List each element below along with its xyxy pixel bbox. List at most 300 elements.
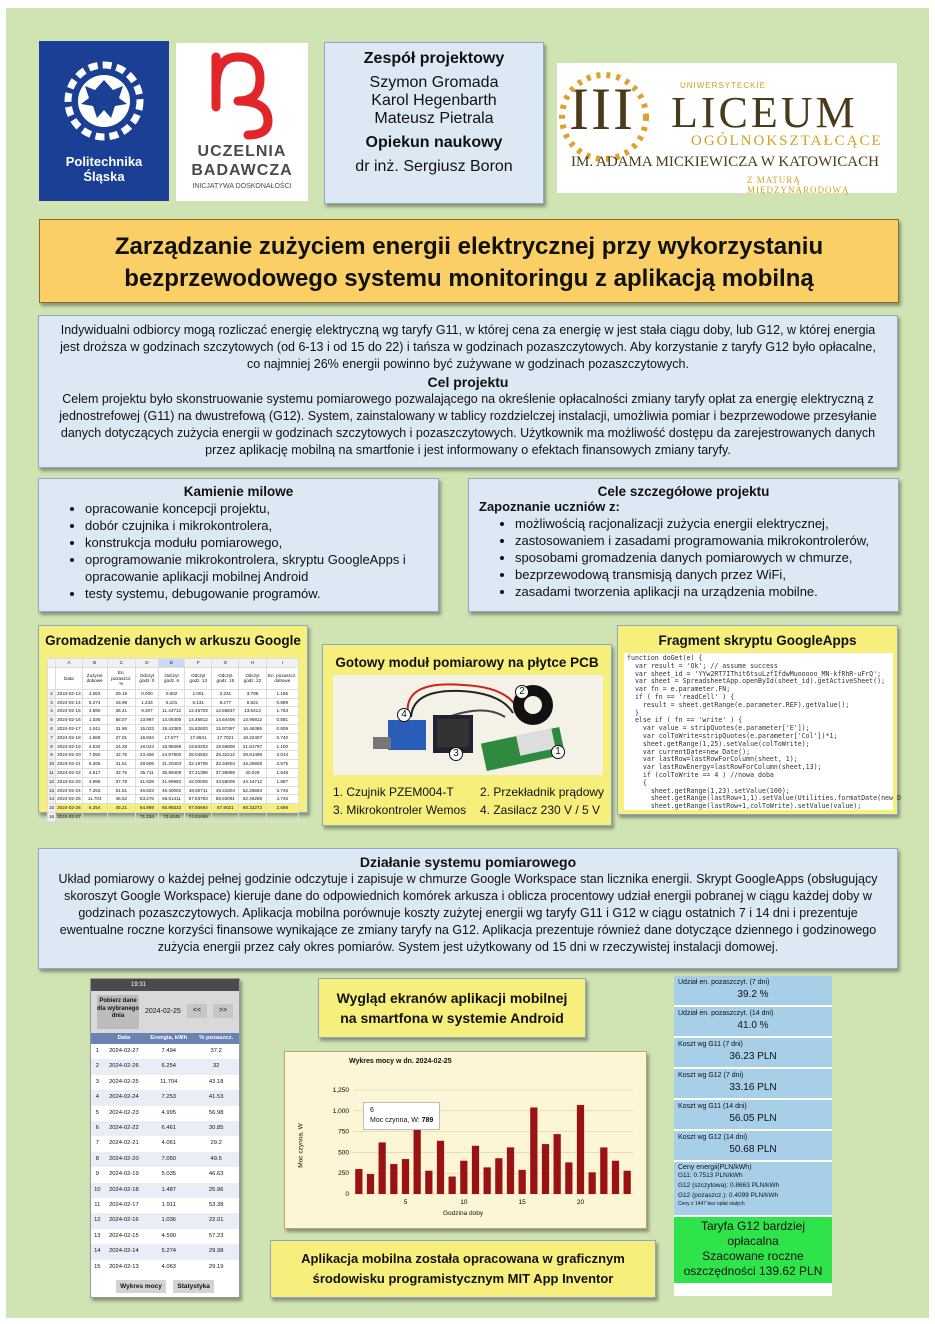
sheet-row <box>48 707 299 716</box>
phone-table-row <box>91 1136 239 1151</box>
power-chart-box <box>284 1051 647 1229</box>
sheet-cell: 14.46812 <box>185 716 212 725</box>
status-time: 19:31 <box>131 982 147 988</box>
polsl-name-1: Politechnika <box>65 154 143 169</box>
fetch-day-button[interactable]: Pobierz dane dla wybranego dnia <box>97 995 139 1029</box>
sheet-cell: 5 <box>48 716 56 725</box>
sheet-cell: 36.41 <box>107 707 135 716</box>
sheet-cell: 1.887 <box>266 777 298 786</box>
sheet-cell: 17.077 <box>158 733 184 742</box>
sheet-cell: 31.20403 <box>158 760 184 769</box>
chart-title: Wykres mocy w dn. 2024-02-25 <box>349 1058 452 1065</box>
sheet-cell: 1.568 <box>82 733 107 742</box>
chart-bar[interactable] <box>519 1170 526 1194</box>
supervisor-title: Opiekun naukowy <box>365 134 503 151</box>
phone-table-cell: 1.911 <box>161 1202 176 1209</box>
sheet-cell: 2024-02-25 <box>56 795 83 804</box>
phone-table-row <box>91 1229 239 1244</box>
sheet-cell: 19.84203 <box>185 742 212 751</box>
phone-table-row <box>91 1075 239 1090</box>
phone-table-cell: 6 <box>95 1125 99 1132</box>
sheet-cell <box>266 812 298 821</box>
phone-table-cell: 37.2 <box>210 1048 222 1054</box>
sheet-cell: 0.609 <box>266 724 298 733</box>
pcb-callout: 2 <box>515 685 529 699</box>
phone-table-cell: 2024-02-26 <box>109 1063 139 1070</box>
phone-table-row <box>91 1152 239 1167</box>
stat-block <box>674 1007 832 1036</box>
sheet-cell: 2.231 <box>212 689 239 698</box>
phone-table <box>91 1033 239 1275</box>
ub-line3: INICJATYWA DOSKONAŁOŚCI <box>192 183 292 190</box>
phone-table-cell: 2024-02-20 <box>109 1155 139 1162</box>
sheet-cell: 1.433 <box>135 698 158 707</box>
polsl-logo <box>39 41 169 201</box>
phone-table-row <box>91 1260 239 1275</box>
sheet-cell: 27.01 <box>107 733 135 742</box>
milestone-item: • dobór czujnika i mikrokontrolera, <box>85 517 438 534</box>
chart-bar[interactable] <box>565 1162 572 1194</box>
chart-tooltip <box>363 1102 440 1130</box>
milestones-box <box>38 478 439 612</box>
phone-table-cell: 41.53 <box>208 1094 224 1101</box>
phone-table-row <box>91 1198 239 1213</box>
code-line: var colToWrite=stripQuotes(e.parameter['Col'])*1; <box>627 731 838 740</box>
stats-list <box>674 976 832 1160</box>
chart-bar[interactable] <box>554 1134 561 1194</box>
goal-item: • zastosowaniem i zasadami programowania mikrokontrolerów, <box>515 532 898 549</box>
chart-bar[interactable] <box>460 1161 467 1194</box>
sheet-row <box>48 698 299 707</box>
sheet-cell: 2024-02-17 <box>56 724 83 733</box>
code-line: var fn = e.parameter.FN; <box>627 685 731 694</box>
selected-date[interactable]: 2024-02-25 <box>145 1008 181 1015</box>
phone-table-row <box>91 1183 239 1198</box>
phone-table-cell: 7.253 <box>161 1094 177 1101</box>
phone-table-cell: 49.5 <box>210 1155 222 1162</box>
sheet-row <box>48 733 299 742</box>
phone-table-cell: 1.036 <box>161 1217 177 1224</box>
sheet-cell: 46.40002 <box>158 786 184 795</box>
phone-table-cell: 2024-02-22 <box>109 1125 139 1132</box>
sheet-cell: 6.254 <box>82 804 107 813</box>
sheet-cell: 0.581 <box>266 716 298 725</box>
sheet-cell: 15.42383 <box>158 724 184 733</box>
goals-title: Cele szczegółowe projektu <box>597 484 770 499</box>
chart-bar[interactable] <box>589 1172 596 1194</box>
sheet-col-letter: D <box>135 659 158 668</box>
sheet-col-letter: F <box>185 659 212 668</box>
code-line: function doGet(e) { <box>627 654 703 662</box>
chart-bar[interactable] <box>437 1141 444 1194</box>
code-line: var currentDate=new Date(); <box>627 747 751 756</box>
lo-ogolno: OGÓLNOKSZTAŁCĄCE <box>691 133 883 149</box>
sheet-cell: 57.53783 <box>185 795 212 804</box>
power-chart <box>285 1052 646 1228</box>
sheet-cell: 9.821 <box>239 698 266 707</box>
phone-table-cell: 29.19 <box>208 1263 224 1270</box>
sheet-col-letter: I <box>266 659 298 668</box>
sheet-cell: 46.823 <box>135 786 158 795</box>
sheet-cell: 4.590 <box>82 707 107 716</box>
chart-bar[interactable] <box>530 1107 537 1194</box>
result-line-2: opłacalna <box>727 1234 779 1248</box>
phone-table-cell: 2024-02-24 <box>109 1094 139 1101</box>
sheet-cell: 58.83091 <box>212 795 239 804</box>
sheet-cell: 13 <box>48 786 56 795</box>
milestone-item: • testy systemu, debugowanie programów. <box>85 585 438 602</box>
stat-value: 50.68 PLN <box>729 1144 777 1155</box>
phone-table-cell: 22.01 <box>208 1217 224 1224</box>
sheet-header-cell: En. pozaszcz. % <box>107 667 135 689</box>
pcb-callout: 3 <box>449 747 463 761</box>
goal-item: • bezprzewodową transmisją danych przez WiFi, <box>515 566 898 583</box>
sheet-cell: 2024-02-22 <box>56 768 83 777</box>
sheet-cell: 48.60711 <box>185 786 212 795</box>
sheet-cell: 37.78 <box>107 777 135 786</box>
sheet-cell: 37.36999 <box>212 768 239 777</box>
phone-table-cell: 15 <box>94 1263 101 1270</box>
code-line: var result = 'Ok'; // assume success <box>627 661 778 670</box>
chart-bar[interactable] <box>390 1164 397 1194</box>
sheet-cell: 32.34604 <box>212 760 239 769</box>
sheet-cell: 35.98408 <box>158 768 184 777</box>
sheet-cell: 8 <box>48 742 56 751</box>
result-panel <box>674 1217 832 1283</box>
sheet-cell: 16.46386 <box>239 724 266 733</box>
stat-value: 33.16 PLN <box>729 1082 777 1093</box>
phone-table-cell: 14 <box>94 1248 101 1255</box>
intro-box <box>38 315 898 468</box>
code-line: var lastRow=lastRowForColumn(sheet, 1); <box>627 755 798 764</box>
phone-table-cell: 10 <box>94 1186 101 1193</box>
sheet-col-letter: B <box>82 659 107 668</box>
chart-bar[interactable] <box>577 1105 584 1194</box>
sheet-cell: 14.06406 <box>158 716 184 725</box>
sheet-cell: 18.98398 <box>158 742 184 751</box>
sheet-cell: 49.31604 <box>212 786 239 795</box>
phone-table-cell: 2024-02-25 <box>109 1078 139 1085</box>
stat-block <box>674 1131 832 1160</box>
sheet-cell: 6.131 <box>185 698 212 707</box>
chart-bar[interactable] <box>472 1146 479 1194</box>
chart-bar[interactable] <box>425 1171 432 1194</box>
goal-text: Celem projektu było skonstruowanie systemu pomiarowego pozwalającego na określenie opłacalności zmiany taryfy opłat za energię elektryczną z jednostrefowej (G11) na dwustrefową (G12). System, zainstalowany w tablicy rozdzielczej instalacji, umożliwia pomiar i bezprzewodowe przesyłanie danych dotyczących zużycia energii w godzinach szczytowych i pozaszczytowych. Użytkownik ma możliwość dostępu da zarejestrowanych danych przez aplikację mobilną na smartfonie i jest informowany o efektach finansowych zmiany taryfy. <box>59 392 877 457</box>
pcb-callout: 4 <box>397 708 411 722</box>
phone-table-cell: 2024-02-21 <box>109 1140 139 1147</box>
sheet-cell: 6 <box>48 724 56 733</box>
code-line: sheet.getRange(1,23).setValue(100); <box>627 786 790 795</box>
code-line: var sheet = SpreadsheetApp.openById(sheet_id).getActiveSheet(); <box>627 677 886 686</box>
chart-bar[interactable] <box>600 1147 607 1194</box>
chart-bar[interactable] <box>624 1171 631 1194</box>
sheet-cell: 42.00005 <box>185 777 212 786</box>
sheet-cell: 1.911 <box>82 724 107 733</box>
phone-table-cell: 11.704 <box>160 1078 178 1085</box>
sheet-cell: 18.32407 <box>239 733 266 742</box>
sheet-table <box>47 658 299 822</box>
sheet-cell: 2024-02-21 <box>56 760 83 769</box>
code-line: sheet.getRange(lastRow+1,1).setValue(Utilities.formatDate(new D <box>627 794 901 803</box>
phone-table-cell: 2024-02-15 <box>109 1232 139 1239</box>
sheet-cell: 2024-02-15 <box>56 707 83 716</box>
sheet-row <box>48 795 299 804</box>
chart-bar[interactable] <box>449 1177 456 1194</box>
chart-bar[interactable] <box>612 1161 619 1194</box>
sheet-cell: 9 <box>48 751 56 760</box>
code-line: { <box>627 778 647 787</box>
chart-bar[interactable] <box>355 1169 362 1194</box>
sheet-col-letter: E <box>158 659 184 668</box>
sheet-cell: 28.04602 <box>185 751 212 760</box>
script-box <box>617 625 901 815</box>
sheet-cell: 73.4245 <box>158 812 184 821</box>
sheet-cell: 62.46289 <box>239 795 266 804</box>
phone-table-cell: 46.63 <box>208 1171 224 1178</box>
sheet-cell: 12 <box>48 777 56 786</box>
sheet-cell: 65.99332 <box>158 804 184 813</box>
phone-table-cell: 57.23 <box>208 1232 224 1239</box>
phone-table-cell: 25.96 <box>208 1186 224 1193</box>
chart-bar[interactable] <box>507 1147 514 1194</box>
phone-table-cell: 7 <box>95 1140 99 1147</box>
sheet-cell: 45.21 <box>107 804 135 813</box>
price-g12-offpeak: G12 (pozaszcz.): 0.4099 PLN/kWh <box>678 1192 779 1199</box>
sheet-cell: 11 <box>48 768 56 777</box>
sheet-header-cell: Odczyt godz. 6 <box>158 667 184 689</box>
goal-item: • zasadami tworzenia aplikacji na urządzenia mobilne. <box>515 583 898 600</box>
stat-block <box>674 1069 832 1098</box>
phone-table-cell: 5 <box>95 1109 99 1116</box>
sheet-col-letter <box>48 659 56 668</box>
phone-screenshot <box>90 978 240 1298</box>
sheet-header-row <box>48 667 299 689</box>
app-info-line-2: środowisku programistycznym MIT App Inventor <box>312 1271 614 1286</box>
next-day-button[interactable]: >> <box>213 1004 233 1018</box>
phone-statusbar <box>91 979 239 991</box>
sheet-row <box>48 812 299 821</box>
sheet-cell: 11.704 <box>82 795 107 804</box>
code-line: else if ( fn == 'write' ) { <box>627 716 743 725</box>
stat-label: Koszt wg G11 (7 dni) <box>678 1041 743 1048</box>
stat-value: 36.23 PLN <box>729 1051 777 1062</box>
lo-univ: UNIWERSYTECKIE <box>680 81 767 90</box>
stats-button[interactable]: Statystyka <box>173 1280 214 1293</box>
phone-table-header-cell <box>91 1033 104 1044</box>
sheet-cell: 40.029 <box>239 768 266 777</box>
code-line: if ( fn == 'readCell' ) { <box>627 692 735 701</box>
sheet-header-cell: Zużycie dobowe <box>82 667 107 689</box>
pcb-box <box>322 644 612 826</box>
chart-xtick-label: 5 <box>403 1199 408 1206</box>
phone-table-header <box>91 1033 239 1044</box>
stat-label: Koszt wg G11 (14 dni) <box>678 1103 747 1110</box>
chart-xtick-label: 10 <box>460 1199 468 1206</box>
sheet-cell: 9.307 <box>135 707 158 716</box>
phone-table-row <box>91 1106 239 1121</box>
sheet-col-letter: A <box>56 659 83 668</box>
sheet-cell: 1.186 <box>266 689 298 698</box>
sheet-cell: 11.44712 <box>158 707 184 716</box>
sheet-cell: 2.001 <box>185 689 212 698</box>
sheet-cell: 16 <box>48 812 56 821</box>
lo-roman: III <box>569 76 635 142</box>
sheet-cell: 28.506 <box>135 760 158 769</box>
chart-bar[interactable] <box>484 1167 491 1194</box>
code-line: sheet.getRange(1,25).setValue(colToWrite); <box>627 739 810 748</box>
goal-title: Cel projektu <box>427 374 509 390</box>
app-screens-box <box>318 978 586 1038</box>
result-line-4: oszczędności 139.62 PLN <box>683 1264 823 1278</box>
phone-table-cell: 2024-02-14 <box>109 1248 139 1255</box>
phone-table-cell: 29.98 <box>208 1248 224 1255</box>
sheet-cell: 42.75 <box>107 751 135 760</box>
sheet-cell: 7.253 <box>82 786 107 795</box>
sheet-cell: 41.51 <box>107 760 135 769</box>
chart-bar[interactable] <box>414 1128 421 1194</box>
phone-table-cell: 53.38 <box>208 1202 224 1209</box>
phone-table-cell: 12 <box>94 1217 101 1224</box>
tooltip-row <box>370 1116 433 1126</box>
app-info-box <box>270 1240 656 1298</box>
sheet-cell: 44.44712 <box>239 777 266 786</box>
prices-panel <box>674 1162 832 1215</box>
stat-label: Udział en. pozaszczyt. (7 dni) <box>678 979 770 986</box>
sheet-cell: 13.987 <box>135 716 158 725</box>
sheet-cell: 42.76 <box>107 768 135 777</box>
phone-table-cell: 2024-02-17 <box>109 1202 139 1209</box>
sheet-cell: 5.274 <box>82 698 107 707</box>
chart-bar[interactable] <box>495 1158 502 1194</box>
polsl-emblem-icon <box>39 46 169 156</box>
sheet-cell: 3.014 <box>266 751 298 760</box>
prev-day-button[interactable]: << <box>187 1004 207 1018</box>
team-member: Mateusz Pietrala <box>374 110 494 127</box>
sheet-cell: 2024-02-16 <box>56 716 83 725</box>
lo-matura: Z MATURĄ MIĘDZYNARODOWĄ <box>747 175 850 195</box>
phone-table-cell: 13 <box>94 1232 101 1239</box>
chart-bar[interactable] <box>367 1174 374 1194</box>
tooltip-value: 789 <box>421 1117 434 1124</box>
sheet-row <box>48 768 299 777</box>
phone-table-cell: 7.050 <box>161 1155 177 1162</box>
app-screens-line-1: Wygląd ekranów aplikacji mobilnej <box>336 990 568 1006</box>
goals-list <box>469 515 898 600</box>
phone-table-row <box>91 1167 239 1182</box>
milestones-title: Kamienie milowe <box>183 484 294 499</box>
stat-label: Koszt wg G12 (7 dni) <box>678 1072 744 1079</box>
sheet-cell: 0.889 <box>266 698 298 707</box>
phone-table-row <box>91 1059 239 1074</box>
phone-table-cell: 4.995 <box>161 1109 177 1116</box>
sheet-cell: 21.81797 <box>239 742 266 751</box>
title-line-1: Zarządzanie zużyciem energii elektrycznej przy wykorzystaniu <box>114 233 824 260</box>
sheet-cell: 14 <box>48 795 56 804</box>
sheet-cell: 0.740 <box>266 733 298 742</box>
sheet-cell: 2024-02-20 <box>56 751 83 760</box>
sheet-row <box>48 716 299 725</box>
sheet-cell: 37.21398 <box>185 768 212 777</box>
chart-ytick-label: 750 <box>338 1128 349 1136</box>
chart-bar[interactable] <box>379 1142 386 1194</box>
phone-table-cell: 32 <box>212 1063 220 1070</box>
chart-bar[interactable] <box>402 1159 409 1194</box>
pcb-legend-3: 3. Mikrokontroler Wemos <box>333 803 467 817</box>
pcb-legend-4: 4. Zasilacz 230 V / 5 V <box>480 803 601 817</box>
chart-bar[interactable] <box>542 1144 549 1194</box>
supervisor-name: dr inż. Sergiusz Boron <box>355 158 513 175</box>
stat-block <box>674 1038 832 1067</box>
sheet-col-letters <box>48 659 299 668</box>
sheet-cell: 1.036 <box>82 716 107 725</box>
chart-ytick-label: 0 <box>345 1191 349 1198</box>
milestone-item: • opracowanie koncepcji projektu, <box>85 500 438 517</box>
phone-table-cell: 11 <box>94 1202 101 1209</box>
code-block <box>624 653 901 811</box>
phone-table-cell: 7.494 <box>161 1048 177 1054</box>
tooltip-x: 6 <box>370 1107 374 1114</box>
sheet-cell: 74.91469 <box>185 812 212 821</box>
sheet-cell: 19.69808 <box>212 742 239 751</box>
phone-table-row <box>91 1213 239 1228</box>
sheet-cell: 3 <box>48 698 56 707</box>
sheet-cell: 0.000 <box>135 689 158 698</box>
operation-box <box>38 848 898 969</box>
polsl-name-2: Śląska <box>83 169 125 184</box>
stat-label: Koszt wg G12 (14 dni) <box>678 1134 748 1141</box>
chart-xlabel: Godzina doby <box>443 1210 484 1217</box>
phone-table-header-cell: Energia, kWh <box>144 1033 193 1044</box>
lo-laurel-icon <box>559 67 649 167</box>
hourly-chart-button[interactable]: Wykres mocy <box>116 1280 166 1293</box>
sheet-cell: 2.698 <box>266 804 298 813</box>
sheet-cell: 3.708 <box>239 689 266 698</box>
sheet-cell: 34.25608 <box>239 760 266 769</box>
code-line: var value = stripQuotes(e.parameter['E']); <box>627 724 810 733</box>
sheet-cell: 2.575 <box>266 760 298 769</box>
sheet-cell: 67.9021 <box>212 804 239 813</box>
sheet-cell: 67.56694 <box>185 804 212 813</box>
sheet-cell <box>82 812 107 821</box>
sheet-cell: 13.6413 <box>239 707 266 716</box>
sheet-cell: 2024-02-23 <box>56 777 83 786</box>
sheet-header-cell <box>48 667 56 689</box>
goal-item: • możliwością racjonalizacji zużycia energii elektrycznej, <box>515 515 898 532</box>
stat-value: 39.2 % <box>737 989 769 1000</box>
sheet-cell: 4.517 <box>82 768 107 777</box>
sheet-cell: 56.07 <box>107 716 135 725</box>
phone-table-cell: 5.274 <box>161 1248 177 1255</box>
sheet-cell: 28.32212 <box>212 751 239 760</box>
stat-value: 56.05 PLN <box>729 1113 777 1124</box>
operation-text: Układ pomiarowy o każdej pełnej godzinie odczytuje i zapisuje w chmurze Google Workspace stan licznika energii. Skrypt GoogleApps (obsługujący skoroszyt Google Workspace) kieruje dane do odpowiednich komórek arkusza i oblicza procentowy udział energii pobranej w ciągu każdej doby w godzinach pozaszczytowych. Aplikacja mobilna porównuje koszty zużytej energii wg taryfy G11 i G12 w ciągu ostatnich 7 i 14 dni i prezentuje ewentualne roczne korzyści finansowe wynikające ze zmiany taryfy na G12. Aplikacja prezentuje również dane dotyczące dziennego i godzinowego zużycia energii przez cały okres pomiarów. System jest użytkowany od 15 dni w rzeczywistej instalacji domowej. <box>58 872 878 954</box>
chart-ytick-label: 500 <box>338 1149 349 1157</box>
poster-title <box>39 219 899 303</box>
sheet-cell: 29.19 <box>107 689 135 698</box>
sheet-header-cell: Odczyt godz. 13 <box>185 667 212 689</box>
sheet-header-cell: Odczyt godz. 15 <box>212 667 239 689</box>
tooltip-label: Moc czynna, W: <box>370 1117 420 1124</box>
sheet-cell: 17.6841 <box>185 733 212 742</box>
price-g11: G11: 0.7513 PLN/kWh <box>678 1172 743 1179</box>
sheet-cell: 17.7021 <box>212 733 239 742</box>
phone-table-cell: 8 <box>95 1155 99 1162</box>
sheet-row <box>48 786 299 795</box>
sheet-cell: 71.234 <box>135 812 158 821</box>
sheet-cell: 31.86 <box>107 724 135 733</box>
sheet-cell <box>239 812 266 821</box>
price-g12-peak: G12 (szczytowa): 0.8663 PLN/kWh <box>678 1182 780 1189</box>
